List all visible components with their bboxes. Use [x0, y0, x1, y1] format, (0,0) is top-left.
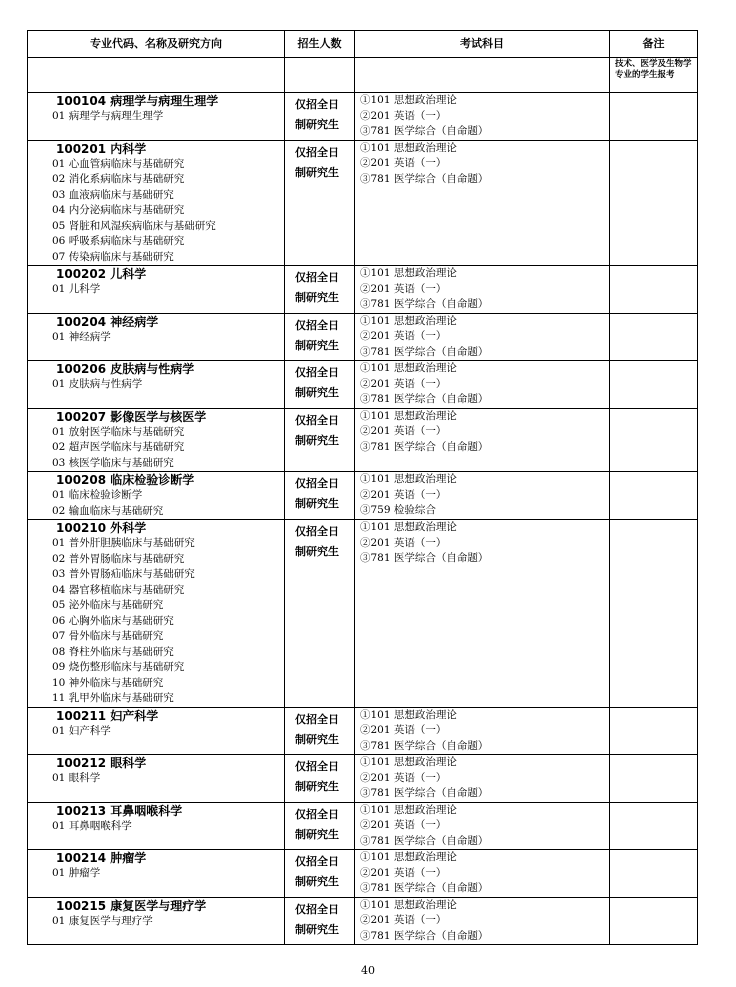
major-name: 耳鼻咽喉科学 [110, 803, 183, 818]
enroll-cell [285, 472, 355, 520]
major-title [30, 93, 284, 109]
research-direction: 03 血液病临床与基础研究 [52, 188, 174, 201]
major-name: 病理学与病理生理学 [110, 94, 219, 108]
research-direction: 06 心胸外临床与基础研究 [52, 614, 174, 627]
research-direction: 01 眼科学 [52, 772, 101, 784]
major-cell [28, 520, 285, 708]
enroll-text: 制研究生 [295, 780, 339, 793]
header-row [28, 31, 698, 58]
exam-subject: ③781 医学综合（自命题） [360, 787, 489, 799]
research-direction: 10 神外临床与基础研究 [52, 676, 164, 689]
exam-subject: ①101 思想政治理论 [360, 851, 457, 863]
enroll-text: 制研究生 [295, 827, 339, 841]
exam-subject: ③781 医学综合（自命题） [360, 834, 489, 847]
major-title [30, 850, 284, 866]
table-row [28, 408, 698, 472]
exam-subject: ③781 医学综合（自命题） [360, 125, 489, 137]
notes-cell [610, 707, 698, 755]
enroll-text: 制研究生 [295, 118, 339, 131]
exam-subject: ②201 英语（一） [360, 282, 447, 295]
research-direction: 01 病理学与病理生理学 [52, 110, 164, 122]
enroll-cell [285, 266, 355, 314]
major-code: 100212 [56, 756, 107, 770]
enroll-text: 制研究生 [295, 386, 339, 399]
exam-subject: ①101 思想政治理论 [360, 314, 457, 327]
research-direction: 03 普外胃肠疝临床与基础研究 [52, 568, 195, 580]
enroll-cell [285, 140, 355, 266]
table-row [28, 897, 698, 945]
notes-cell [610, 520, 698, 708]
header-subjects: 考试科目 [355, 31, 610, 58]
notes-cell [610, 755, 698, 803]
major-code: 100208 [56, 473, 107, 487]
major-code: 100104 [56, 94, 107, 108]
research-direction: 09 烧伤整形临床与基础研究 [52, 661, 185, 673]
notes-cell [610, 472, 698, 520]
major-title [30, 314, 284, 330]
exam-subject: ②201 英语（一） [360, 866, 447, 879]
major-cell [28, 707, 285, 755]
enroll-text: 仅招全日 [295, 413, 339, 427]
subjects-cell [355, 520, 610, 708]
table-row [28, 755, 698, 803]
major-cell [28, 802, 285, 850]
note-row [28, 58, 698, 93]
major-code: 100206 [56, 362, 107, 376]
subjects-cell [355, 802, 610, 850]
enroll-cell [285, 520, 355, 708]
enroll-text: 仅招全日 [295, 477, 339, 490]
major-title [30, 755, 284, 771]
research-direction: 02 输血临床与基础研究 [52, 504, 164, 517]
enroll-cell [285, 313, 355, 361]
subjects-cell [355, 850, 610, 898]
major-name: 神经病学 [110, 314, 159, 329]
major-name: 肿瘤学 [110, 851, 147, 865]
subjects-cell [355, 707, 610, 755]
exam-subject: ①101 思想政治理论 [360, 409, 457, 422]
exam-subject: ②201 英语（一） [360, 330, 447, 342]
admissions-table [27, 30, 698, 945]
enroll-text: 制研究生 [295, 922, 339, 936]
major-cell [28, 361, 285, 409]
enroll-text: 仅招全日 [295, 145, 339, 159]
research-direction: 02 普外胃肠临床与基础研究 [52, 552, 185, 565]
notes-cell [610, 93, 698, 141]
research-direction: 01 普外肝胆胰临床与基础研究 [52, 537, 195, 549]
enroll-text: 制研究生 [295, 338, 339, 352]
research-direction: 08 脊柱外临床与基础研究 [52, 645, 174, 658]
subjects-cell [355, 313, 610, 361]
table-row [28, 361, 698, 409]
exam-subject: ③781 医学综合（自命题） [360, 882, 489, 894]
major-name: 儿科学 [110, 267, 147, 281]
enroll-text: 制研究生 [295, 732, 339, 746]
enroll-text: 仅招全日 [295, 712, 339, 726]
major-name: 眼科学 [110, 756, 147, 770]
exam-subject: ②201 英语（一） [360, 157, 447, 169]
enroll-text: 制研究生 [295, 545, 339, 558]
research-direction: 01 放射医学临床与基础研究 [52, 425, 185, 438]
enroll-cell [285, 408, 355, 472]
notes-cell [610, 361, 698, 409]
research-direction: 07 传染病临床与基础研究 [52, 250, 174, 263]
major-code: 100202 [56, 267, 107, 281]
research-direction: 01 康复医学与理疗学 [52, 914, 153, 927]
header-enroll: 招生人数 [285, 31, 355, 58]
exam-subject: ①101 思想政治理论 [360, 267, 457, 279]
major-title [30, 266, 284, 282]
enroll-cell [285, 361, 355, 409]
research-direction: 03 核医学临床与基础研究 [52, 456, 174, 469]
notes-cell [610, 408, 698, 472]
enroll-text: 制研究生 [295, 165, 339, 179]
enroll-text: 仅招全日 [295, 760, 339, 773]
notes-cell [610, 266, 698, 314]
exam-subject: ②201 英语（一） [360, 771, 447, 784]
exam-subject: ③781 医学综合（自命题） [360, 393, 489, 405]
research-direction: 01 临床检验诊断学 [52, 489, 143, 501]
exam-subject: ③759 检验综合 [360, 504, 436, 516]
research-direction: 04 器官移植临床与基础研究 [52, 583, 185, 596]
major-name: 临床检验诊断学 [110, 473, 195, 487]
enroll-cell [285, 850, 355, 898]
notes-cell [610, 140, 698, 266]
research-direction: 11 乳甲外临床与基础研究 [52, 692, 174, 704]
enroll-text: 仅招全日 [295, 318, 339, 332]
research-direction: 01 妇产科学 [52, 724, 111, 737]
enroll-text: 制研究生 [295, 875, 339, 888]
major-name: 皮肤病与性病学 [110, 362, 195, 376]
table-row [28, 802, 698, 850]
exam-subject: ①101 思想政治理论 [360, 756, 457, 768]
enroll-text: 制研究生 [295, 497, 339, 510]
exam-subject: ①101 思想政治理论 [360, 803, 457, 816]
exam-subject: ③781 医学综合（自命题） [360, 298, 489, 310]
notes-cell [610, 802, 698, 850]
research-direction: 04 内分泌病临床与基础研究 [52, 204, 185, 216]
major-name: 外科学 [110, 521, 147, 535]
exam-subject: ③781 医学综合（自命题） [360, 929, 489, 942]
major-cell [28, 897, 285, 945]
major-title [30, 898, 284, 914]
table-row [28, 313, 698, 361]
major-cell [28, 755, 285, 803]
major-title [30, 803, 284, 819]
enroll-text: 仅招全日 [295, 807, 339, 821]
research-direction: 05 肾脏和风湿疾病临床与基础研究 [52, 219, 216, 232]
research-direction: 01 肿瘤学 [52, 867, 101, 879]
table-row [28, 850, 698, 898]
enroll-cell [285, 707, 355, 755]
exam-subject: ②201 英语（一） [360, 819, 447, 831]
major-title [30, 361, 284, 377]
exam-subject: ③781 医学综合（自命题） [360, 440, 489, 453]
notes-cell [610, 897, 698, 945]
exam-subject: ①101 思想政治理论 [360, 521, 457, 533]
subjects-cell [355, 93, 610, 141]
enroll-cell [285, 897, 355, 945]
major-code: 100201 [56, 141, 107, 156]
major-name: 康复医学与理疗学 [110, 898, 207, 913]
exam-subject: ②201 英语（一） [360, 724, 447, 736]
header-notes: 备注 [610, 31, 698, 58]
enroll-text: 制研究生 [295, 291, 339, 304]
major-code: 100210 [56, 521, 107, 535]
major-cell [28, 140, 285, 266]
major-code: 100213 [56, 803, 107, 818]
enroll-text: 仅招全日 [295, 366, 339, 379]
exam-subject: ②201 英语（一） [360, 109, 447, 122]
exam-subject: ③781 医学综合（自命题） [360, 345, 489, 358]
research-direction: 01 心血管病临床与基础研究 [52, 157, 185, 170]
major-cell [28, 408, 285, 472]
major-title [30, 520, 284, 536]
research-direction: 07 骨外临床与基础研究 [52, 630, 164, 642]
subjects-cell [355, 755, 610, 803]
subjects-cell [355, 408, 610, 472]
enroll-text: 仅招全日 [295, 98, 339, 111]
research-direction: 02 超声医学临床与基础研究 [52, 441, 185, 453]
exam-subject: ②201 英语（一） [360, 488, 447, 501]
exam-subject: ②201 英语（一） [360, 425, 447, 437]
enroll-text: 仅招全日 [295, 271, 339, 284]
table-row [28, 93, 698, 141]
exam-subject: ③781 医学综合（自命题） [360, 552, 489, 564]
subjects-cell [355, 361, 610, 409]
enroll-text: 仅招全日 [295, 525, 339, 538]
research-direction: 06 呼吸系病临床与基础研究 [52, 235, 185, 247]
research-direction: 01 皮肤病与性病学 [52, 378, 143, 390]
table-row [28, 707, 698, 755]
exam-subject: ③781 医学综合（自命题） [360, 739, 489, 752]
major-title [30, 409, 284, 425]
exam-subject: ③781 医学综合（自命题） [360, 172, 489, 185]
exam-subject: ①101 思想政治理论 [360, 141, 457, 154]
table-row [28, 266, 698, 314]
enroll-text: 仅招全日 [295, 902, 339, 916]
major-title [30, 472, 284, 488]
notes-cell [610, 313, 698, 361]
major-title [30, 141, 284, 157]
research-direction: 01 神经病学 [52, 330, 111, 343]
major-cell [28, 93, 285, 141]
enroll-text: 制研究生 [295, 433, 339, 447]
notes-cell [610, 850, 698, 898]
major-cell [28, 266, 285, 314]
subjects-cell [355, 140, 610, 266]
table-row [28, 520, 698, 708]
major-code: 100207 [56, 409, 107, 424]
major-cell [28, 850, 285, 898]
exam-subject: ②201 英语（一） [360, 536, 447, 549]
research-direction: 01 儿科学 [52, 283, 101, 295]
table-row [28, 140, 698, 266]
header-major: 专业代码、名称及研究方向 [28, 31, 285, 58]
subjects-cell [355, 472, 610, 520]
subjects-cell [355, 266, 610, 314]
research-direction: 05 泌外临床与基础研究 [52, 599, 164, 611]
major-title [30, 708, 284, 724]
exam-subject: ①101 思想政治理论 [360, 94, 457, 106]
note-text: 技术、医学及生物学专业的学生报考 [615, 59, 692, 80]
major-cell [28, 472, 285, 520]
page-number: 40 [361, 964, 375, 977]
enroll-cell [285, 755, 355, 803]
enroll-text: 仅招全日 [295, 855, 339, 868]
major-name: 内科学 [110, 141, 147, 156]
exam-subject: ②201 英语（一） [360, 377, 447, 390]
major-name: 影像医学与核医学 [110, 409, 207, 424]
major-code: 100211 [56, 708, 107, 723]
exam-subject: ②201 英语（一） [360, 914, 447, 926]
enroll-cell [285, 93, 355, 141]
research-direction: 02 消化系病临床与基础研究 [52, 173, 185, 185]
subjects-cell [355, 897, 610, 945]
major-cell [28, 313, 285, 361]
table-row [28, 472, 698, 520]
major-code: 100215 [56, 898, 107, 913]
major-name: 妇产科学 [110, 708, 159, 723]
exam-subject: ①101 思想政治理论 [360, 362, 457, 374]
enroll-cell [285, 802, 355, 850]
major-code: 100204 [56, 314, 107, 329]
exam-subject: ①101 思想政治理论 [360, 708, 457, 721]
research-direction: 01 耳鼻咽喉科学 [52, 819, 132, 832]
major-code: 100214 [56, 851, 107, 865]
exam-subject: ①101 思想政治理论 [360, 473, 457, 485]
exam-subject: ①101 思想政治理论 [360, 898, 457, 911]
